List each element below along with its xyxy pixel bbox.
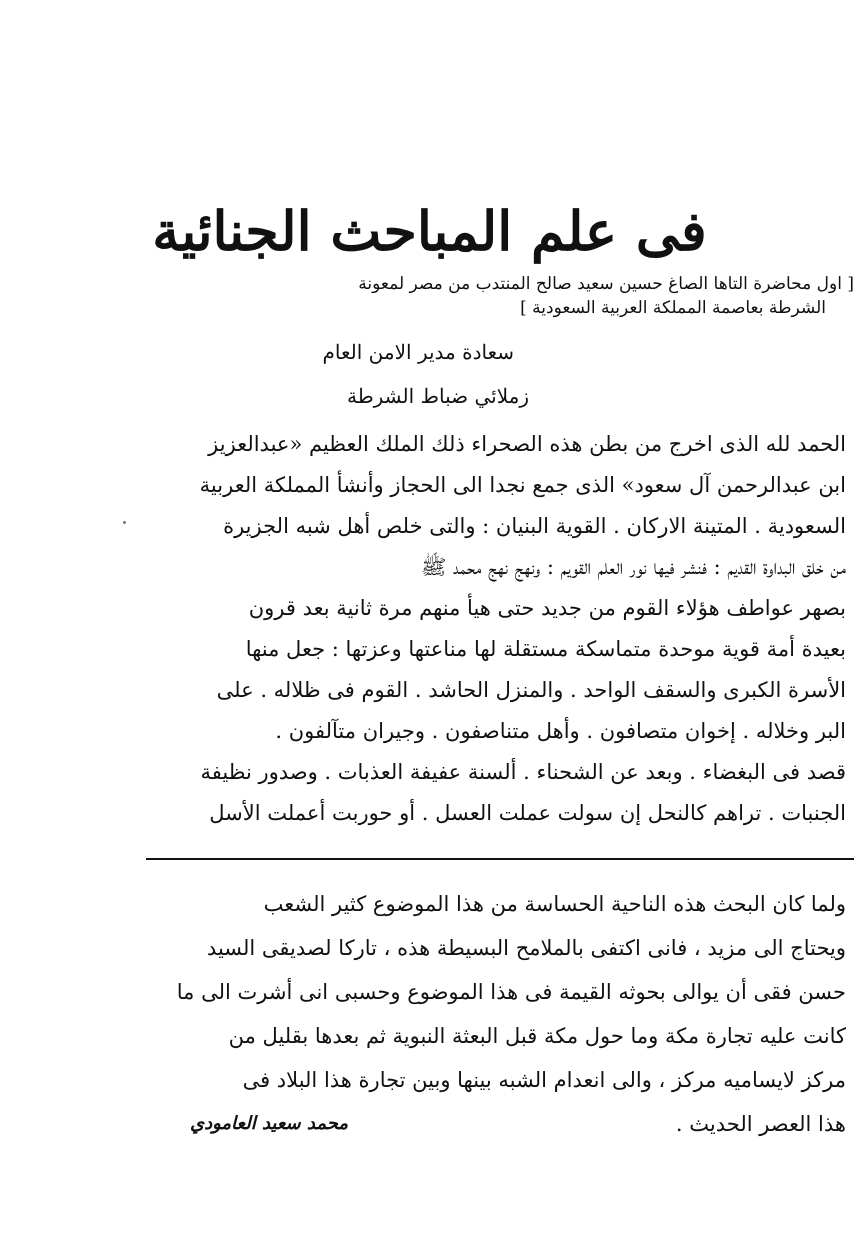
note-line: مركز لايساميه مركز ، والى انعدام الشبه بينها وبين تجارة هذا البلاد فى xyxy=(242,1068,846,1092)
paragraph-line: بصهر عواطف هؤلاء القوم من جديد حتى هيأ منهم مرة ثانية بعد قرون xyxy=(248,596,846,620)
paragraph-line: قصد فى البغضاء . وبعد عن الشحناء . ألسنة عفيفة العذبات . وصدور نظيفة xyxy=(200,760,846,784)
paragraph-line: الأسرة الكبرى والسقف الواحد . والمنزل الحاشد . القوم فى ظلاله . على xyxy=(216,678,846,702)
note-line: هذا العصر الحديث . xyxy=(675,1112,846,1136)
paragraph-line: من خلق البداوة القديم : فنشر فيها نور العلم القويم : ونهج نهج محمد ﷺ xyxy=(420,555,846,579)
paragraph-line: بعيدة أمة قوية موحدة متماسكة مستقلة لها مناعتها وعزتها : جعل منها xyxy=(245,637,846,661)
section-divider xyxy=(146,858,854,860)
note-line: حسن فقى أن يوالى بحوثه القيمة فى هذا الموضوع وحسبى انى أشرت الى ما xyxy=(176,980,846,1004)
scan-speck xyxy=(123,521,126,524)
signature: محمد سعيد العامودي xyxy=(190,1113,348,1134)
opening-paragraph xyxy=(64,424,846,834)
lecture-subtitle xyxy=(140,272,854,320)
paragraph-line: الجنبات . تراهم كالنحل إن سولت عملت العسل . أو حوربت أعملت الأسل xyxy=(209,801,846,825)
paragraph-line: ابن عبدالرحمن آل سعود» الذى جمع نجدا الى الحجاز وأنشأ المملكة العربية xyxy=(199,473,846,497)
note-line: ولما كان البحث هذه الناحية الحساسة من هذا الموضوع كثير الشعب xyxy=(263,892,846,916)
paragraph-line: البر وخلاله . إخوان متصافون . وأهل متناصفون . وجيران متآلفون . xyxy=(275,719,846,743)
subtitle-line: [ اول محاضرة التاها الصاغ حسين سعيد صالح المنتدب من مصر لمعونة xyxy=(358,274,854,294)
subtitle-line: الشرطة بعاصمة المملكة العربية السعودية ] xyxy=(520,298,826,318)
salutation-officers: زملائي ضباط الشرطة xyxy=(346,384,529,408)
note-line: كانت عليه تجارة مكة وما حول مكة قبل البعثة النبوية ثم بعدها بقليل من xyxy=(228,1024,846,1048)
editor-note xyxy=(64,882,846,1146)
note-line: ويحتاج الى مزيد ، فانى اكتفى بالملامح البسيطة هذه ، تاركا لصديقى السيد xyxy=(206,936,846,960)
paragraph-line: الحمد لله الذى اخرج من بطن هذه الصحراء ذلك الملك العظيم «عبدالعزيز xyxy=(208,432,846,456)
salutation-director: سعادة مدير الامن العام xyxy=(322,340,514,364)
page-title: فى علم المباحث الجنائية xyxy=(152,199,707,263)
paragraph-line: السعودية . المتينة الاركان . القوية البنيان : والتى خلص أهل شبه الجزيرة xyxy=(223,514,846,538)
